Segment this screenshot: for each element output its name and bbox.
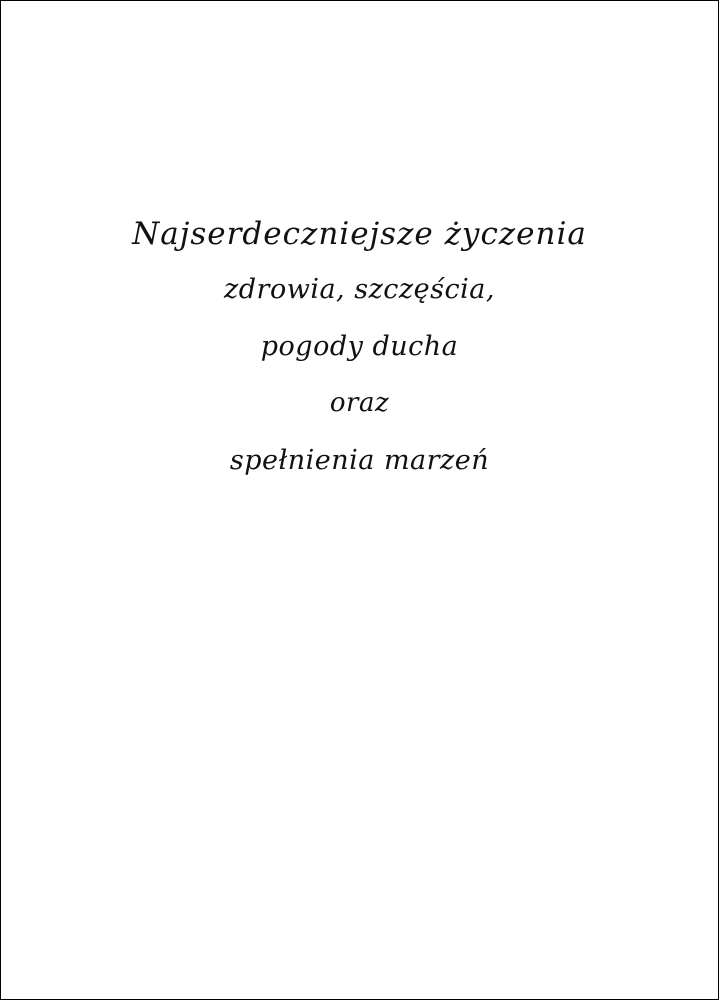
greeting-line-1: Najserdeczniejsze życzenia	[132, 216, 587, 252]
greeting-line-2: zdrowia, szczęścia,	[224, 274, 495, 305]
greeting-line-5: spełnienia marzeń	[229, 445, 490, 476]
greeting-line-3: pogody ducha	[260, 331, 459, 362]
greeting-line-4: oraz	[329, 388, 390, 418]
greeting-text-block	[1, 206, 718, 489]
